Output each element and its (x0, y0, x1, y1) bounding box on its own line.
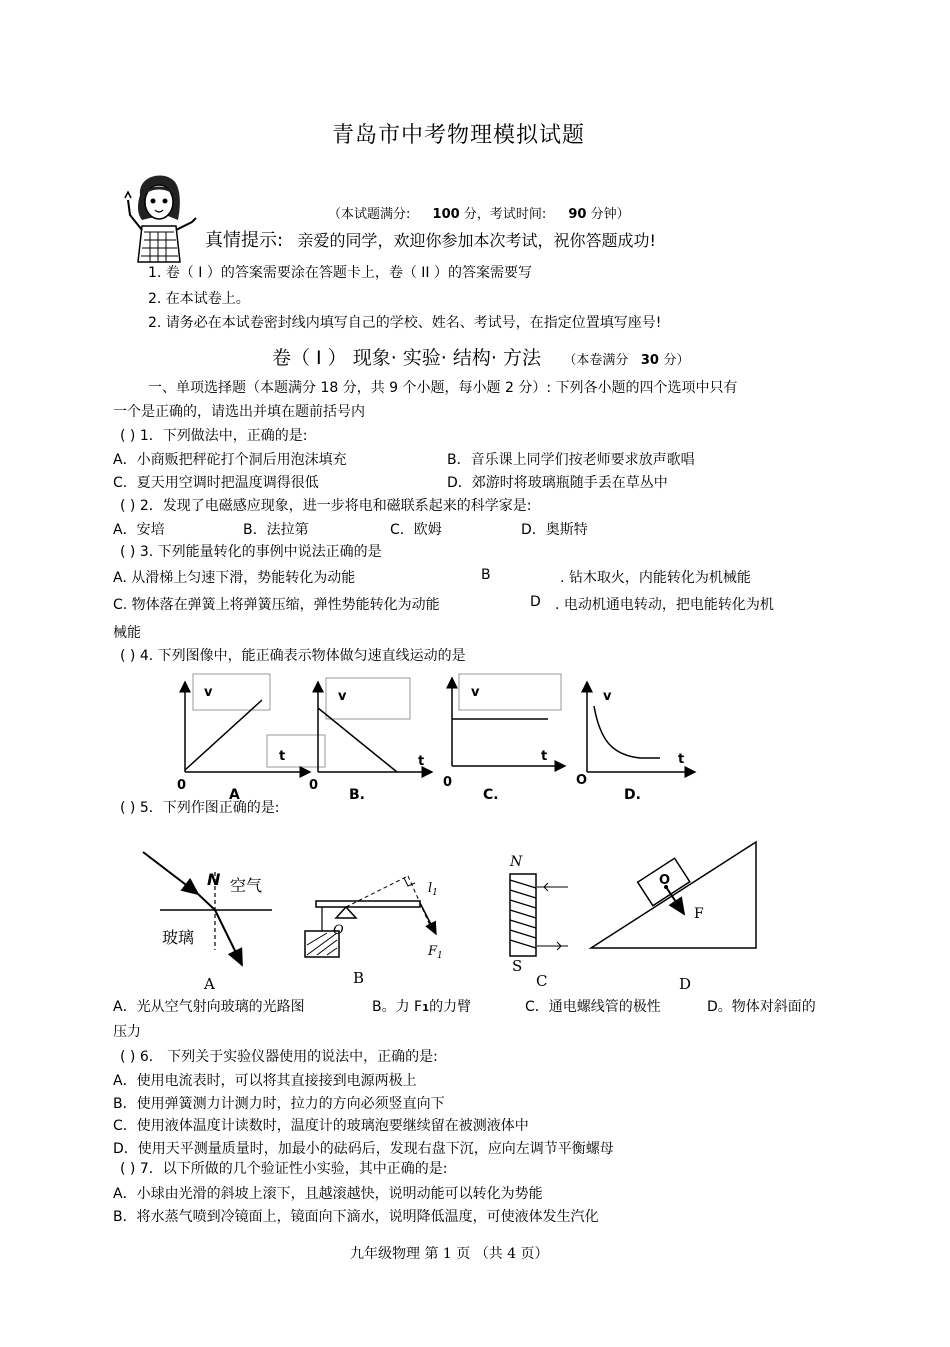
origin-label: 0 (177, 778, 187, 793)
origin-label: O (576, 773, 588, 788)
glass-label: 玻璃 (162, 928, 195, 947)
q5-option-a: A．光从空气射向玻璃的光路图 (113, 999, 305, 1015)
question-5: ( ) 5．下列作图正确的是: (120, 800, 280, 816)
q1-option-a: A．小商贩把秤砣打个洞后用泡沫填充 (113, 452, 347, 468)
question-6: ( ) 6． 下列关于实验仪器使用的说法中，正确的是: (120, 1049, 438, 1065)
air-label: 空气 (230, 876, 263, 895)
q5-option-b: B。力 F1的力臂 (372, 999, 472, 1015)
q5-option-c: C．通电螺线管的极性 (525, 999, 661, 1015)
q2-option-b: B．法拉第 (243, 522, 309, 538)
part-intro-line1: 一、单项选择题（本题满分 18 分，共 9 个小题，每小题 2 分）: 下列各小题的四个选项中只有 (148, 380, 738, 396)
normal-n-label: N (207, 870, 221, 889)
answer-paren[interactable]: ( ) (120, 428, 136, 444)
q3-option-a: A. 从滑梯上匀速下滑，势能转化为动能 (113, 570, 356, 586)
axis-t-label: t (541, 749, 548, 764)
axis-v-label: v (204, 685, 213, 700)
origin-label: 0 (309, 778, 319, 793)
q3-option-b: . 钻木取火，内能转化为机械能 (560, 570, 751, 586)
part-intro-line2: 一个是正确的，请选出并填在题前括号内 (113, 404, 365, 420)
point-o-label: O (659, 873, 671, 888)
exam-info: （本试题满分: 100 分，考试时间: 90 分钟） (328, 207, 630, 222)
axis-v-label: v (603, 689, 612, 704)
question-2: ( ) 2．发现了电磁感应现象，进一步将电和磁联系起来的科学家是: (120, 498, 532, 514)
section-title: 卷（ I ） 现象· 实验· 结构· 方法 (272, 347, 541, 369)
axis-t-label: t (279, 749, 286, 764)
q2-option-a: A．安培 (113, 522, 165, 538)
q5-option-d: D。物体对斜面的 (707, 999, 816, 1015)
question-3: ( ) 3. 下列能量转化的事例中说法正确的是 (120, 544, 382, 560)
arm-l1-label: $l_1$ (428, 881, 438, 898)
question-4: ( ) 4. 下列图像中，能正确表示物体做匀速直线运动的是 (120, 648, 466, 664)
origin-label: 0 (443, 775, 453, 790)
q1-option-c: C．夏天用空调时把温度调得很低 (113, 475, 319, 491)
axis-t-label: t (418, 754, 425, 769)
q7-option-b: B．将水蒸气喷到冷镜面上，镜面向下滴水，说明降低温度，可使液体发生汽化 (113, 1209, 599, 1225)
diagram-d-label: D (679, 975, 692, 993)
pole-n-label: N (510, 854, 523, 870)
page-footer: 九年级物理 第 1 页 （共 4 页） (350, 1246, 549, 1262)
question-1: ( ) 1．下列做法中，正确的是: (120, 428, 308, 444)
q3-option-d-cont: 械能 (113, 625, 141, 641)
section-heading: 卷（ I ） 现象· 实验· 结构· 方法 （本卷满分 30 分） (272, 347, 690, 369)
q2-option-c: C．欧姆 (390, 522, 442, 538)
force-f-label: F (694, 906, 704, 922)
q1-option-b: B．音乐课上同学们按老师要求放声歌唱 (447, 452, 695, 468)
diagram-d-incline (591, 842, 756, 993)
pole-s-label: S (512, 957, 523, 975)
q7-option-a: A．小球由光滑的斜坡上滚下，且越滚越快，说明动能可以转化为势能 (113, 1186, 543, 1202)
axis-v-label: v (471, 685, 480, 700)
answer-paren[interactable]: ( ) (120, 648, 136, 664)
q3-option-d: . 电动机通电转动，把电能转化为机 (555, 597, 774, 613)
force-f1-label: $F_1$ (428, 944, 443, 961)
diagram-b-label: B (353, 969, 365, 987)
axis-t-label: t (678, 752, 685, 767)
q3-option-c: C. 物体落在弹簧上将弹簧压缩，弹性势能转化为动能 (113, 597, 440, 613)
answer-paren[interactable]: ( ) (120, 544, 136, 560)
pivot-o-label: O (333, 923, 344, 938)
diagram-a-label: A (204, 975, 215, 993)
answer-paren[interactable]: ( ) (120, 800, 136, 816)
axis-v-label: v (338, 689, 347, 704)
q6-option-c: C．使用液体温度计读数时，温度计的玻璃泡要继续留在被测液体中 (113, 1118, 529, 1134)
answer-paren[interactable]: ( ) (120, 1161, 136, 1177)
graph-b-label: B. (349, 787, 365, 803)
q2-option-d: D．奥斯特 (521, 522, 588, 538)
q5-option-d-cont: 压力 (113, 1024, 141, 1040)
answer-paren[interactable]: ( ) (120, 1049, 136, 1065)
q6-option-a: A．使用电流表时，可以将其直接接到电源两极上 (113, 1073, 417, 1089)
q6-option-d: D．使用天平测量质量时，加最小的砝码后，发现右盘下沉，应向左调节平衡螺母 (113, 1141, 614, 1157)
rule-1: 1. 卷（ I ）的答案需要涂在答题卡上，卷（ II ）的答案需要写 (148, 265, 532, 281)
answer-paren[interactable]: ( ) (120, 498, 136, 514)
notice-text: 亲爱的同学，欢迎你参加本次考试，祝你答题成功! (297, 231, 656, 250)
page-title: 青岛市中考物理模拟试题 (332, 123, 586, 148)
notice-label: 真情提示: (205, 230, 284, 251)
q6-option-b: B．使用弹簧测力计测力时，拉力的方向必须竖直向下 (113, 1096, 445, 1112)
graph-d-label: D. (624, 787, 641, 803)
graph-a-label: A (229, 787, 240, 803)
diagram-a-refraction (143, 852, 272, 993)
diagram-b-lever (305, 876, 443, 987)
q3-option-b-letter: B (481, 567, 491, 583)
question-7: ( ) 7．以下所做的几个验证性小实验，其中正确的是: (120, 1161, 448, 1177)
graph-c-label: C. (483, 787, 499, 803)
rule-3: 2. 请务必在本试卷密封线内填写自己的学校、姓名、考试号，在指定位置填写座号! (148, 315, 662, 331)
rule-2: 2. 在本试卷上。 (148, 291, 250, 307)
diagram-c-label: C (536, 972, 548, 990)
q3-option-d-letter: D (530, 594, 541, 610)
diagram-c-solenoid (509, 854, 568, 990)
q1-option-d: D．郊游时将玻璃瓶随手丢在草丛中 (447, 475, 668, 491)
